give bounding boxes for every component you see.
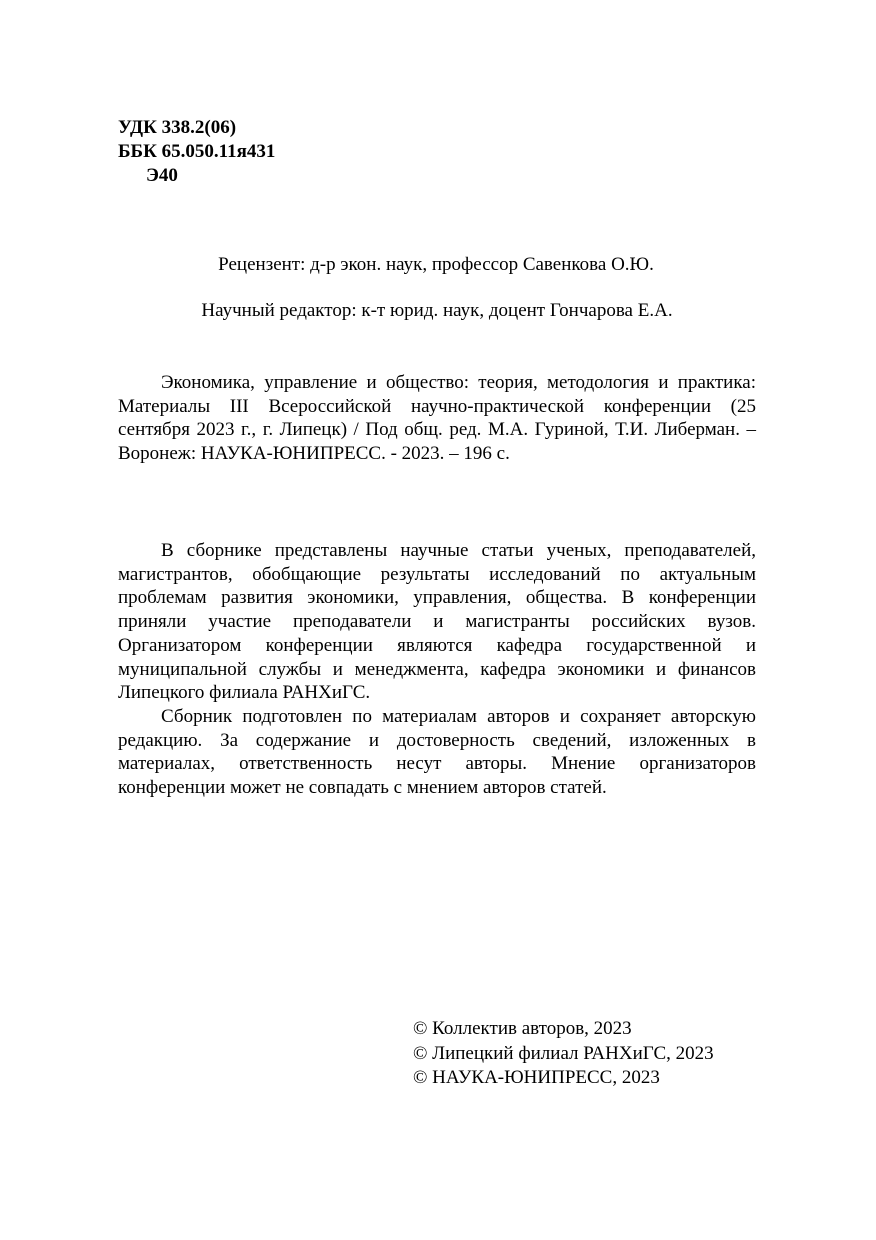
copyright-line: © Липецкий филиал РАНХиГС, 2023 (413, 1042, 714, 1064)
classification-codes (118, 116, 275, 188)
copyright-line: © НАУКА-ЮНИПРЕСС, 2023 (413, 1067, 660, 1088)
scientific-editor-line: Научный редактор: к-т юрид. наук, доцент Гончарова Е.А. (201, 300, 673, 321)
udk-code: УДК 338.2(06) (118, 117, 237, 138)
bbk-code: ББК 65.050.11я431 (118, 141, 276, 162)
copyright-block (413, 1017, 714, 1091)
abstract-paragraph-1: В сборнике представлены научные статьи ученых, преподавателей, магистрантов, обобщающие результаты исследований по актуальным проблемам развития экономики, управления, общества. В конференции приняли участие преподаватели и магистранты российских вузов. Организатором конференции являются кафедра государственной и муниципальной службы и менеджмента, кафедра экономики и финансов Липецкого филиала РАНХиГС. (118, 540, 756, 704)
author-mark: Э40 (146, 165, 178, 186)
copyright-line: © Коллектив авторов, 2023 (413, 1018, 632, 1039)
reviewer-line: Рецензент: д-р экон. наук, профессор Савенкова О.Ю. (218, 254, 654, 275)
bibliographic-citation (118, 371, 756, 466)
abstract (118, 539, 756, 800)
abstract-paragraph-2: Сборник подготовлен по материалам авторов и сохраняет авторскую редакцию. За содержание и достоверность сведений, изложенных в материалах, ответственность несут авторы. Мнение организаторов конференции может не совпадать с мнением авторов статей. (118, 705, 756, 799)
citation-text: Экономика, управление и общество: теория, методология и практика: Материалы III Всероссийской научно-практической конференции (25 сентября 2023 г., г. Липецк) / Под общ. ред. М.А. Гуриной, Т.И. Либерман. – Воронеж: НАУКА-ЮНИПРЕСС. - 2023. – 196 с. (118, 372, 756, 465)
